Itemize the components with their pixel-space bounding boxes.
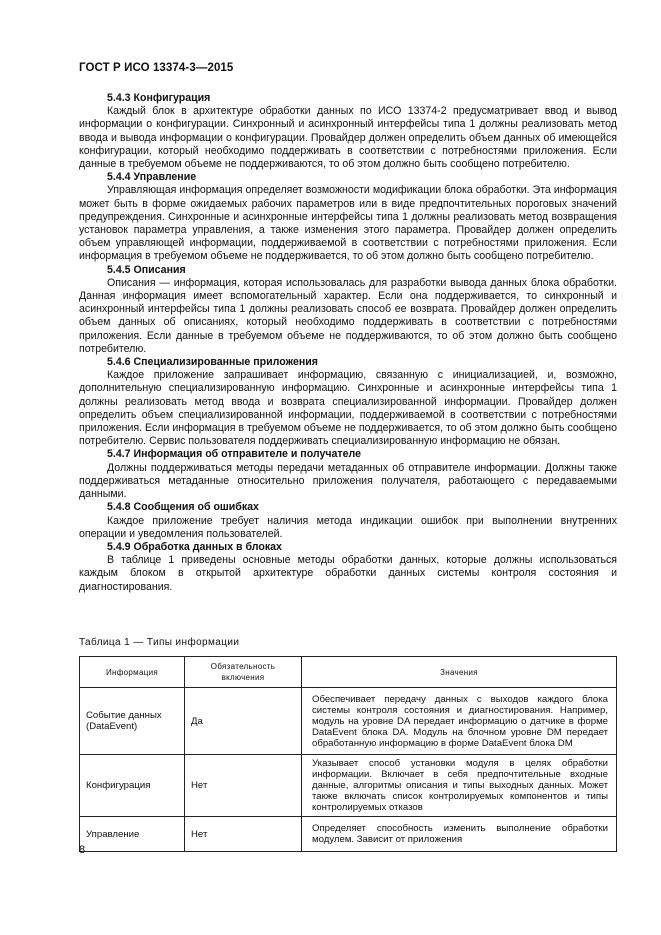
section-5-4-4 bbox=[79, 171, 617, 263]
column-header-required: Обязательность включения bbox=[185, 657, 302, 688]
cell-info: Конфигурация bbox=[80, 755, 185, 817]
section-5-4-7 bbox=[79, 448, 617, 501]
table-row bbox=[80, 755, 617, 817]
section-heading: 5.4.6 Специализированные приложения bbox=[107, 356, 318, 369]
table-row bbox=[80, 688, 617, 755]
info-types-table bbox=[79, 656, 617, 852]
section-5-4-5 bbox=[79, 264, 617, 356]
cell-info: Событие данных (DataEvent) bbox=[80, 688, 185, 755]
section-heading: 5.4.5 Описания bbox=[107, 263, 186, 276]
section-paragraph: Должны поддерживаться методы передачи метаданных об отправителе информации. Должны также поддерживаться метаданные относительно приложения получателя, работающего с передаваемыми данными. bbox=[79, 461, 617, 501]
section-5-4-6 bbox=[79, 356, 617, 448]
table-row bbox=[80, 817, 617, 852]
section-heading: 5.4.4 Управление bbox=[107, 171, 197, 184]
cell-value: Указывает способ установки модуля в целях обработки информации. Включает в себя предпочтительные входные данные, алгоритмы описания и типы выходных данных. Может также включать список контролируемых компонентов и типы контролируемых отказов bbox=[302, 755, 617, 817]
cell-required: Да bbox=[185, 688, 302, 755]
column-header-info: Информация bbox=[80, 657, 185, 688]
section-paragraph: В таблице 1 приведены основные методы обработки данных, которые должны использоваться каждым блоком в открытой архитектуре обработки данных системы контроля состояния и диагностирования. bbox=[79, 554, 617, 593]
cell-value: Обеспечивает передачу данных с выходов каждого блока системы контроля состояния и диагностирования. Например, модуль на уровне DA передает информацию о датчике в форме DataEvent блока DA. Модуль на блочном уровне DM передает обработанную информацию в форме DataEvent блока DM bbox=[302, 688, 617, 755]
standard-header: ГОСТ Р ИСО 13374-3—2015 bbox=[79, 62, 234, 74]
table-header-row bbox=[80, 657, 617, 688]
section-paragraph: Каждое приложение запрашивает информацию, связанную с инициализацией, и, возможно, дополнительную специализированную информацию. Синхронные и асинхронные интерфейсы типа 1 должны реализовать метод ввода и возврата специализированной информации. Провайдер должен определить объем специализированной информации, поддерживаемой в соответствии с потребностями приложения. Если информация в требуемом объеме не поддерживается, то об этом должно быть сообщено потребителю. Сервис пользователя поддерживать специализированную информацию не обязан. bbox=[79, 369, 617, 448]
cell-required: Нет bbox=[185, 817, 302, 852]
section-5-4-9 bbox=[79, 541, 617, 594]
section-heading: 5.4.9 Обработка данных в блоках bbox=[107, 540, 282, 553]
section-paragraph: Описания — информация, которая использовалась для разработки вывода данных блока обработки. Данная информация имеет вспомогательный характер. Если она поддерживается, то синхронный и асинхронный интерфейсы типа 1 должны реализовать способ ее возврата. Провайдер должен определить объем данных об описаниях, который необходимо поддерживать в соответствии с потребностями приложения. Если данные в требуемом объеме не поддерживаются, то об этом должно быть сообщено потребителю. bbox=[79, 276, 617, 355]
column-header-values: Значения bbox=[302, 657, 617, 688]
section-heading: 5.4.3 Конфигурация bbox=[107, 92, 211, 104]
section-heading: 5.4.8 Сообщения об ошибках bbox=[107, 501, 259, 514]
body-text bbox=[79, 92, 617, 594]
section-paragraph: Каждый блок в архитектуре обработки данных по ИСО 13374-2 предусматривает ввод и вывод информации о конфигурации. Синхронный и асинхронный интерфейсы типа 1 должны реализовать метод ввода и вывода информации о конфигурации. Провайдер должен определить объем данных об имеющейся конфигурации, который необходимо поддерживать в соответствии с потребностями приложения. Если данные в требуемом объеме не поддерживаются, то об этом должно быть сообщено потребителю. bbox=[79, 105, 617, 171]
section-paragraph: Управляющая информация определяет возможности модификации блока обработки. Эта информация может быть в форме ожидаемых рабочих параметров или в виде предпочтительных пороговых значений предупреждения. Синхронные и асинхронные интерфейсы типа 1 должны реализовать метод возвращения установок параметра управления, а также изменения этого параметра. Провайдер должен определить объем управляющей информации, поддерживаемой в соответствии с потребностями приложения. Если информация в требуемом объеме не поддерживается, то об этом должно быть сообщено потребителю. bbox=[79, 184, 617, 263]
section-5-4-8 bbox=[79, 501, 617, 541]
cell-value: Определяет способность изменить выполнение обработки модулем. Зависит от приложения bbox=[302, 817, 617, 852]
cell-required: Нет bbox=[185, 755, 302, 817]
section-5-4-3 bbox=[79, 92, 617, 171]
cell-info: Управление bbox=[80, 817, 185, 852]
page-number: 8 bbox=[79, 844, 86, 856]
table-caption: Таблица 1 — Типы информации bbox=[79, 637, 240, 648]
section-paragraph: Каждое приложение требует наличия метода индикации ошибок при выполнении внутренних операции и уведомления пользователей. bbox=[79, 514, 617, 540]
section-heading: 5.4.7 Информация об отправителе и получателе bbox=[107, 448, 361, 461]
